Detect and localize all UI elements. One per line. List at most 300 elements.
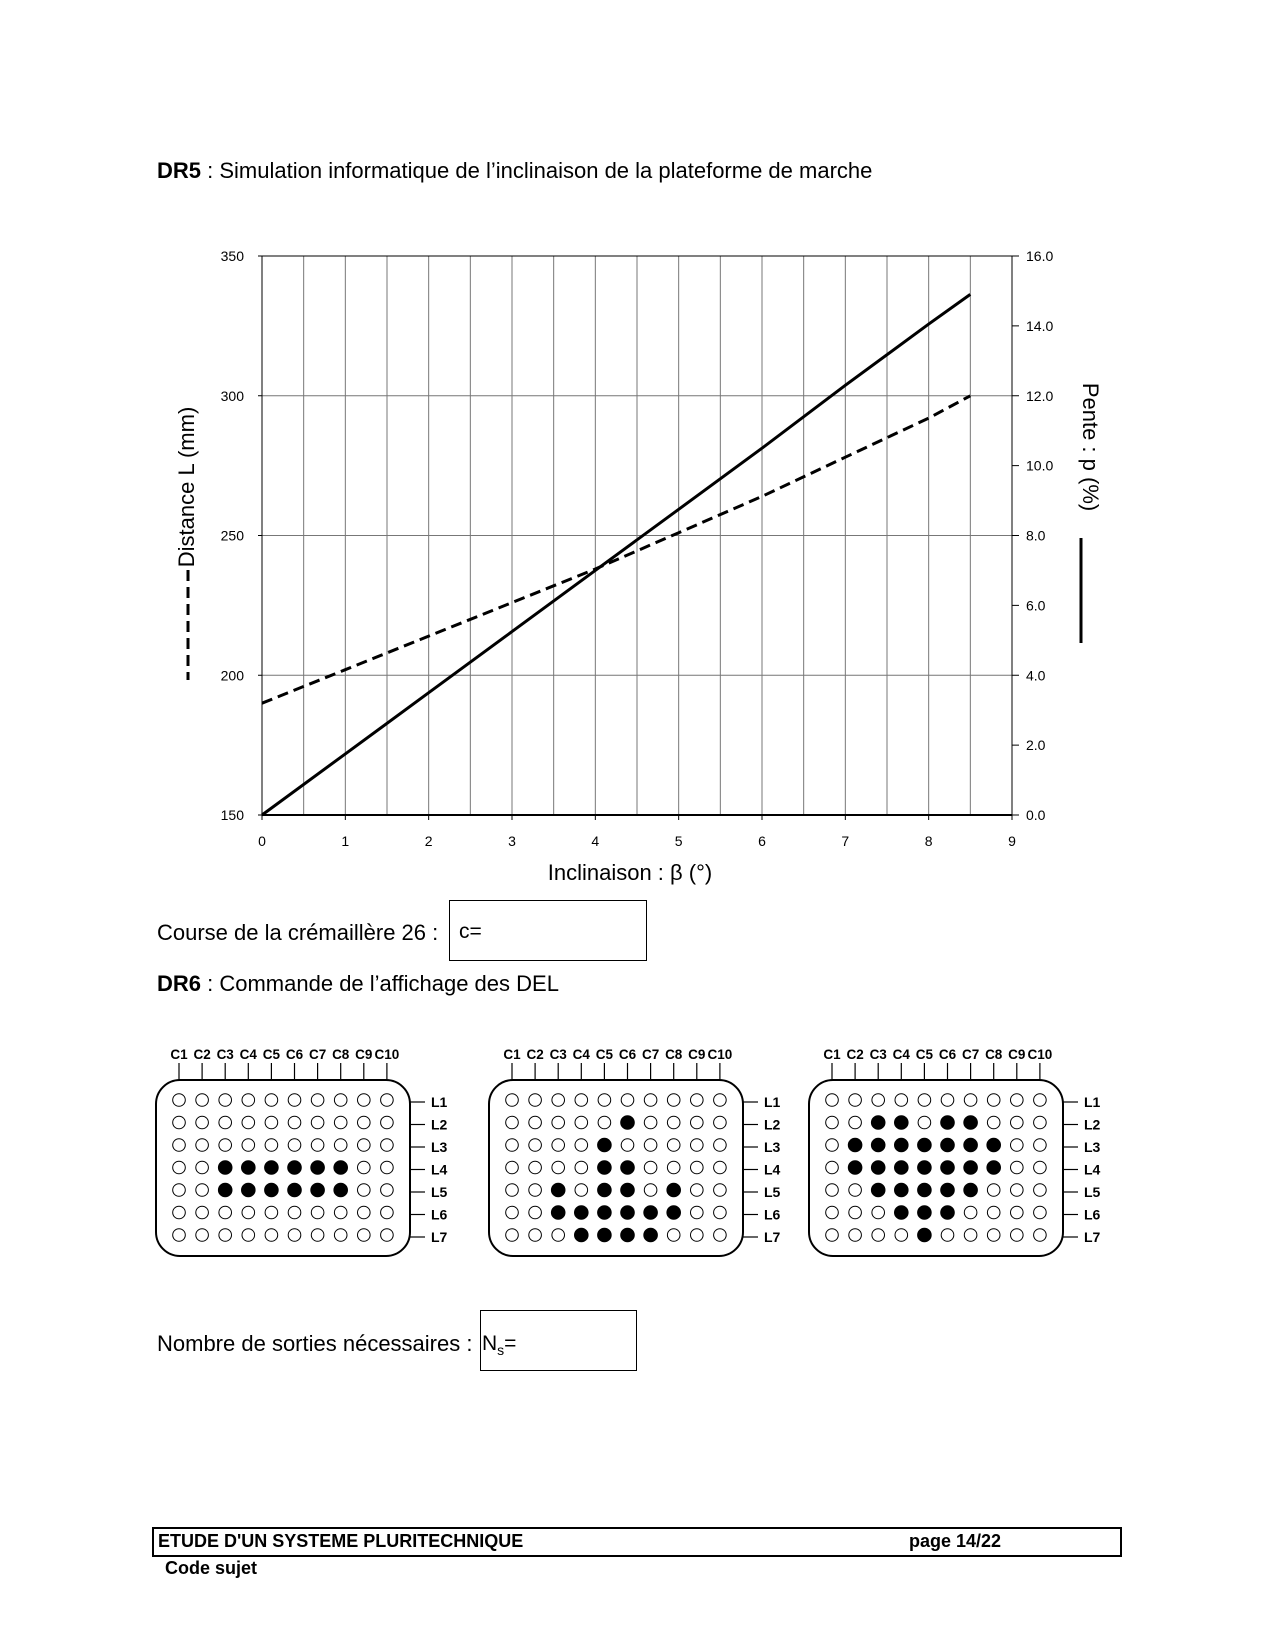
led-off [895,1229,908,1242]
led-off [644,1116,657,1129]
led-off [506,1161,519,1174]
led-off [552,1116,565,1129]
led-off [714,1206,727,1219]
column-label: C7 [308,1047,327,1062]
led-off [667,1161,680,1174]
led-off [1011,1094,1024,1107]
led-off [714,1229,727,1242]
led-off [506,1116,519,1129]
slope-series-line [262,294,970,815]
led-off [849,1206,862,1219]
column-label: C4 [572,1047,590,1062]
column-label: C3 [549,1047,567,1062]
led-on [334,1161,348,1175]
led-off [987,1184,1000,1197]
led-off [621,1139,634,1152]
led-on [621,1228,635,1242]
led-off [358,1116,371,1129]
led-on [218,1183,232,1197]
led-off [529,1206,542,1219]
led-on [598,1206,612,1220]
led-off [575,1116,588,1129]
led-on [941,1161,955,1175]
column-label: C6 [938,1047,957,1062]
led-off [358,1229,371,1242]
column-label: C2 [846,1047,864,1062]
led-off [529,1094,542,1107]
column-label: C8 [985,1047,1003,1062]
column-label: C6 [618,1047,637,1062]
led-on [918,1138,932,1152]
y-right-tick-label: 10.0 [1026,457,1054,474]
row-label: L4 [1084,1161,1101,1178]
led-on [941,1116,955,1130]
led-off [552,1094,565,1107]
led-off [242,1116,255,1129]
led-on [895,1138,909,1152]
led-on [311,1161,325,1175]
led-on [964,1116,978,1130]
led-on [941,1206,955,1220]
led-off [918,1094,931,1107]
led-off [311,1229,324,1242]
y-right-tick-label: 0.0 [1026,807,1046,823]
column-label: C10 [1027,1047,1053,1062]
led-off [964,1206,977,1219]
led-on [871,1138,885,1152]
row-label: L3 [431,1139,448,1155]
led-off [714,1161,727,1174]
led-on [334,1183,348,1197]
led-on [667,1206,681,1220]
led-off [826,1094,839,1107]
x-tick-label: 4 [591,833,600,849]
led-on [598,1183,612,1197]
led-off [288,1229,301,1242]
led-off [667,1116,680,1129]
led-off [1034,1139,1047,1152]
y-left-tick-label: 300 [220,387,244,404]
column-label: C3 [216,1047,234,1062]
led-off [381,1116,394,1129]
outputs-answer-box[interactable] [480,1310,637,1371]
led-on [667,1183,681,1197]
y-right-tick-label: 8.0 [1026,527,1046,544]
column-label: C5 [262,1047,281,1062]
led-off [311,1094,324,1107]
led-on [644,1206,658,1220]
led-off [1011,1229,1024,1242]
led-off [381,1094,394,1107]
column-label: C7 [961,1047,980,1062]
y-right-axis-title: Pente : p (%) [1078,382,1103,512]
led-off [714,1139,727,1152]
led-off [288,1116,301,1129]
led-on [848,1161,862,1175]
column-label: C1 [823,1047,841,1062]
row-label: L2 [1084,1116,1101,1133]
y-right-tick-label: 6.0 [1026,597,1046,614]
led-off [1034,1206,1047,1219]
led-off [826,1229,839,1242]
led-on [871,1161,885,1175]
led-off [196,1229,209,1242]
led-on [265,1183,279,1197]
led-off [552,1161,565,1174]
led-off [1011,1161,1024,1174]
led-off [381,1206,394,1219]
led-off [552,1139,565,1152]
led-off [358,1139,371,1152]
led-off [529,1184,542,1197]
led-on [265,1161,279,1175]
course-label: Course de la crémaillère 26 : [157,920,439,945]
led-on [242,1183,256,1197]
column-label: C9 [688,1047,706,1062]
led-on [987,1138,1001,1152]
led-off [529,1229,542,1242]
column-label: C3 [869,1047,887,1062]
led-off [288,1206,301,1219]
x-tick-label: 3 [508,833,516,849]
x-tick-label: 0 [258,833,266,849]
led-off [872,1229,885,1242]
led-on [895,1206,909,1220]
column-label: C10 [707,1047,733,1062]
led-off [826,1161,839,1174]
led-on [551,1206,565,1220]
course-answer-box[interactable] [449,900,647,961]
led-off [219,1206,232,1219]
led-off [691,1229,704,1242]
led-off [196,1139,209,1152]
led-matrix-3 [803,1037,1248,1282]
matrix-panel [489,1080,743,1256]
row-label: L1 [431,1094,448,1110]
led-on [551,1183,565,1197]
x-axis-title: Inclinaison : β (°) [547,860,713,885]
led-off [987,1206,1000,1219]
led-on [288,1183,302,1197]
led-off [849,1116,862,1129]
led-off [691,1116,704,1129]
column-label: C4 [239,1047,257,1062]
led-off [964,1094,977,1107]
led-off [987,1094,1000,1107]
led-off [575,1184,588,1197]
dr6-label: DR6 [157,971,202,996]
led-off [358,1206,371,1219]
led-off [173,1094,186,1107]
led-off [987,1229,1000,1242]
led-on [918,1228,932,1242]
led-off [381,1161,394,1174]
outputs-box-sub: s [497,1342,505,1359]
led-off [849,1229,862,1242]
x-tick-label: 7 [841,833,850,849]
column-label: C2 [526,1047,544,1062]
column-label: C8 [665,1047,683,1062]
led-off [196,1094,209,1107]
led-off [334,1094,347,1107]
led-off [691,1206,704,1219]
led-off [219,1116,232,1129]
led-off [334,1206,347,1219]
dr5-label: DR5 [157,158,202,183]
row-label: L2 [431,1116,448,1133]
x-tick-label: 9 [1008,833,1016,849]
x-tick-label: 1 [341,833,350,849]
led-on [918,1183,932,1197]
led-off [1011,1184,1024,1197]
led-on [598,1228,612,1242]
led-off [598,1094,611,1107]
led-on [575,1206,589,1220]
led-off [288,1094,301,1107]
led-off [644,1161,657,1174]
led-off [219,1229,232,1242]
led-off [196,1184,209,1197]
y-right-tick-label: 16.0 [1026,248,1054,264]
led-off [288,1139,301,1152]
led-off [506,1184,519,1197]
led-off [826,1116,839,1129]
led-off [1034,1229,1047,1242]
led-off [667,1094,680,1107]
led-off [311,1206,324,1219]
outputs-box-main: N [482,1332,498,1355]
led-off [667,1139,680,1152]
column-label: C1 [503,1047,521,1062]
led-on [871,1183,885,1197]
y-left-tick-label: 150 [220,807,244,823]
row-label: L7 [431,1229,448,1245]
led-off [506,1094,519,1107]
row-label: L1 [764,1094,781,1110]
led-on [242,1161,256,1175]
led-off [173,1206,186,1219]
led-off [575,1139,588,1152]
led-off [826,1184,839,1197]
led-off [506,1206,519,1219]
led-on [895,1183,909,1197]
outputs-box-eq: = [504,1332,517,1355]
column-label: C9 [355,1047,373,1062]
led-off [311,1116,324,1129]
x-tick-label: 5 [674,833,683,849]
row-label: L6 [431,1206,448,1223]
row-label: L7 [1084,1229,1101,1245]
led-on [598,1138,612,1152]
column-label: C10 [374,1047,400,1062]
matrix-panel [156,1080,410,1256]
led-off [529,1139,542,1152]
row-label: L5 [764,1184,781,1200]
dr6-title: Commande de l’affichage des DEL [219,971,559,996]
led-off [1034,1184,1047,1197]
led-off [1011,1206,1024,1219]
led-off [381,1229,394,1242]
led-off [265,1229,278,1242]
led-off [1011,1116,1024,1129]
led-off [381,1184,394,1197]
footer-page: page 14/22 [909,1531,1002,1551]
row-label: L1 [1084,1094,1101,1110]
led-off [714,1184,727,1197]
led-on [871,1116,885,1130]
led-off [826,1206,839,1219]
dr5-title: Simulation informatique de l’inclinaison de la plateforme de marche [219,158,873,183]
row-label: L4 [764,1161,781,1178]
led-off [691,1139,704,1152]
row-label: L3 [764,1139,781,1155]
led-off [575,1094,588,1107]
led-off [987,1116,1000,1129]
led-off [598,1116,611,1129]
footer-code: Code sujet [165,1558,258,1578]
led-off [196,1116,209,1129]
led-on [987,1161,1001,1175]
column-label: C6 [285,1047,304,1062]
led-off [358,1161,371,1174]
led-off [941,1229,954,1242]
led-off [219,1094,232,1107]
led-off [334,1139,347,1152]
led-off [849,1094,862,1107]
column-label: C9 [1008,1047,1026,1062]
led-on [575,1228,589,1242]
led-off [381,1139,394,1152]
x-tick-label: 8 [924,833,933,849]
led-on [964,1138,978,1152]
led-off [506,1139,519,1152]
led-off [265,1116,278,1129]
led-off [714,1094,727,1107]
led-off [918,1116,931,1129]
led-off [334,1229,347,1242]
led-off [506,1229,519,1242]
footer-bar [152,1527,1122,1557]
led-off [358,1094,371,1107]
led-off [964,1229,977,1242]
led-off [196,1206,209,1219]
led-off [895,1094,908,1107]
led-off [826,1139,839,1152]
led-on [218,1161,232,1175]
row-label: L6 [1084,1206,1101,1223]
led-off [265,1094,278,1107]
row-label: L3 [1084,1139,1101,1155]
dr6-heading [157,971,559,997]
led-off [242,1139,255,1152]
outputs-box-text [482,1332,516,1358]
led-off [941,1094,954,1107]
led-off [196,1161,209,1174]
matrix-panel [809,1080,1063,1256]
outputs-label: Nombre de sorties nécessaires : [157,1331,473,1356]
row-label: L7 [764,1229,781,1245]
led-off [667,1229,680,1242]
led-off [644,1139,657,1152]
led-off [691,1161,704,1174]
led-on [598,1161,612,1175]
led-on [964,1161,978,1175]
led-off [1011,1139,1024,1152]
led-off [173,1184,186,1197]
led-on [964,1183,978,1197]
y-right-tick-label: 4.0 [1026,667,1046,684]
led-off [621,1094,634,1107]
led-off [1034,1161,1047,1174]
dr5-separator: : [201,158,220,183]
led-off [173,1161,186,1174]
column-label: C5 [915,1047,934,1062]
led-on [941,1183,955,1197]
led-on [621,1206,635,1220]
led-off [334,1116,347,1129]
led-on [311,1183,325,1197]
dr6-separator: : [201,971,220,996]
led-off [529,1161,542,1174]
led-off [849,1184,862,1197]
led-on [848,1138,862,1152]
led-off [644,1184,657,1197]
footer-title: ETUDE D'UN SYSTEME PLURITECHNIQUE [158,1531,524,1551]
column-label: C4 [892,1047,910,1062]
led-off [644,1094,657,1107]
led-off [173,1116,186,1129]
led-on [941,1138,955,1152]
column-label: C1 [170,1047,188,1062]
column-label: C8 [332,1047,350,1062]
led-off [691,1094,704,1107]
y-right-tick-label: 14.0 [1026,317,1054,334]
led-off [575,1161,588,1174]
led-off [552,1229,565,1242]
led-on [644,1228,658,1242]
led-off [265,1139,278,1152]
y-left-axis-title: Distance L (mm) [174,406,199,568]
led-on [621,1183,635,1197]
x-tick-label: 6 [758,833,766,849]
column-label: C2 [193,1047,211,1062]
row-label: L4 [431,1161,448,1178]
column-label: C5 [595,1047,614,1062]
course-box-text: c= [459,920,482,943]
row-label: L2 [764,1116,781,1133]
led-off [265,1206,278,1219]
led-on [918,1161,932,1175]
y-left-tick-label: 250 [220,527,244,544]
led-off [242,1206,255,1219]
row-label: L5 [431,1184,448,1200]
led-off [1034,1116,1047,1129]
row-label: L5 [1084,1184,1101,1200]
led-off [358,1184,371,1197]
led-off [872,1206,885,1219]
y-left-tick-label: 200 [220,667,244,684]
row-label: L6 [764,1206,781,1223]
led-off [219,1139,232,1152]
led-off [872,1094,885,1107]
led-on [895,1116,909,1130]
led-on [918,1206,932,1220]
led-off [1034,1094,1047,1107]
x-tick-label: 2 [424,833,433,849]
led-off [173,1139,186,1152]
column-label: C7 [641,1047,660,1062]
distance-series-line [262,396,970,703]
